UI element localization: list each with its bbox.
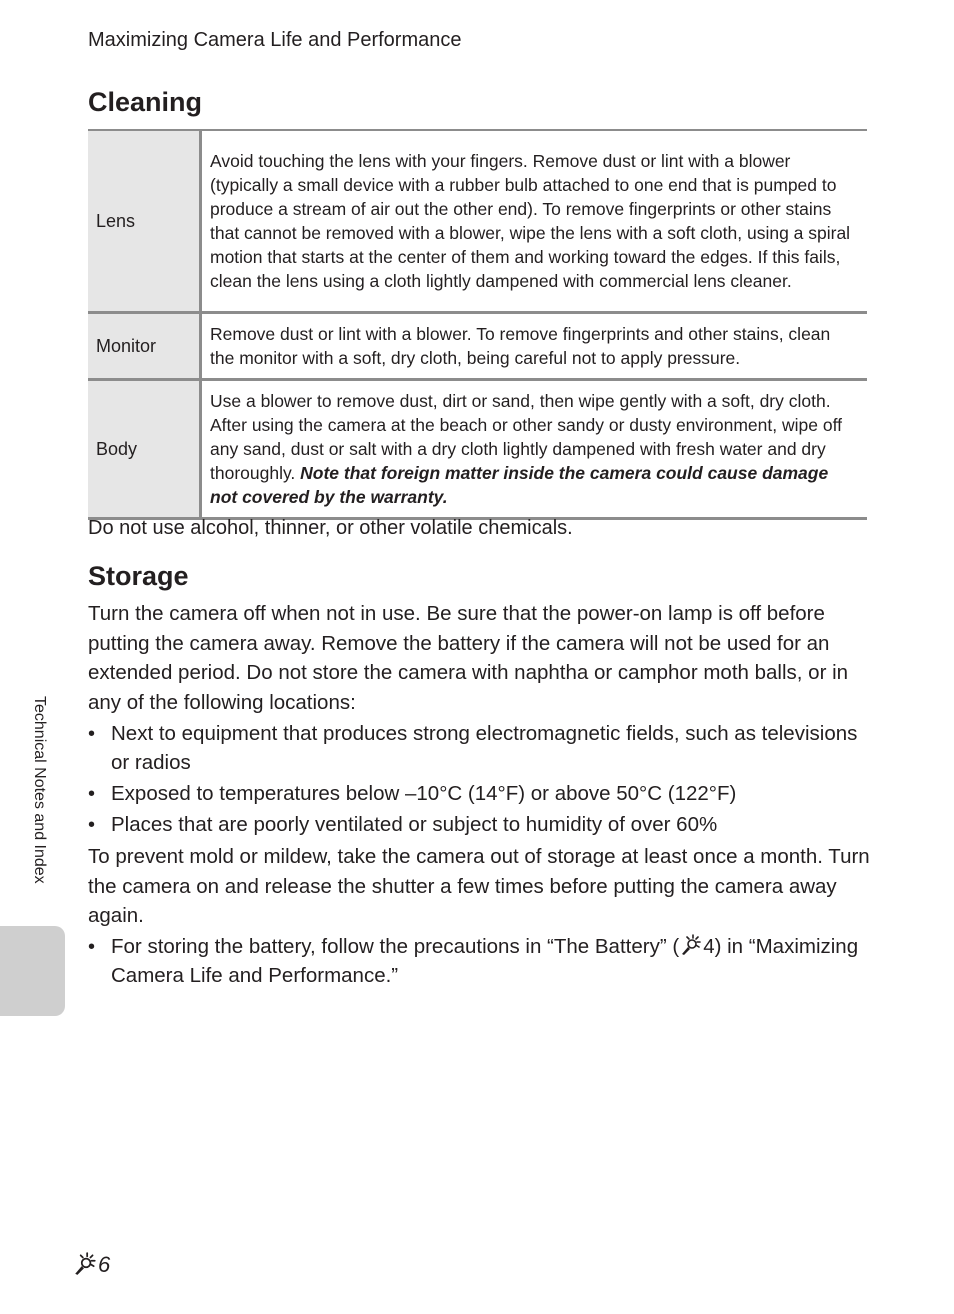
cleaning-table bbox=[88, 129, 867, 520]
warranty-warning: Note that foreign matter inside the camera could cause damage not covered by the warranty bbox=[210, 463, 829, 507]
battery-text-before: For storing the battery, follow the precautions in “The Battery” ( bbox=[111, 935, 680, 958]
storage-intro: Turn the camera off when not in use. Be sure that the power-on lamp is off before putting the camera away. Remove the battery if the camera will not be used for an extended period. Do not store the camera with naphtha or camphor moth balls, or in any of the following locations: bbox=[88, 602, 849, 714]
page-number bbox=[72, 1251, 110, 1279]
mold-paragraph: To prevent mold or mildew, take the camera out of storage at least once a month. Turn the camera on and release the shutter a few times before putting the camera away again. bbox=[88, 845, 870, 927]
list-item bbox=[88, 720, 874, 777]
battery-page-ref[interactable]: 4 bbox=[703, 935, 715, 958]
section-tab bbox=[0, 926, 65, 1016]
storage-heading: Storage bbox=[88, 561, 189, 591]
row-text-monitor: Remove dust or lint with a blower. To remove fingerprints and other stains, clean the monitor with a soft, dry cloth, being careful not to apply pressure. bbox=[201, 313, 868, 380]
list-item bbox=[88, 780, 874, 809]
table-row bbox=[88, 313, 867, 380]
bullet-icon: • bbox=[88, 782, 96, 805]
technical-notes-reference-icon bbox=[679, 933, 703, 957]
technical-notes-reference-icon bbox=[72, 1251, 98, 1277]
list-item bbox=[88, 933, 874, 990]
list-item-text: Exposed to temperatures below –10°C (14°F) or above 50°C (122°F) bbox=[111, 781, 737, 805]
bullet-icon: • bbox=[88, 936, 96, 958]
list-item-text: Next to equipment that produces strong electromagnetic fields, such as televisions or radios bbox=[111, 722, 858, 774]
battery-list bbox=[88, 933, 874, 993]
body-text: Use a blower to remove dust, dirt or sand, then wipe gently with a soft, dry cloth. After using the camera at the beach or other sandy or dusty environment, wipe off any sand, dust or salt with a dry cloth lightly dampened with fresh water and dry thoroughly. bbox=[210, 391, 842, 483]
list-item bbox=[88, 811, 874, 840]
running-header: Maximizing Camera Life and Performance bbox=[88, 29, 462, 51]
cleaning-heading: Cleaning bbox=[88, 87, 203, 117]
bullet-icon: • bbox=[88, 813, 96, 836]
list-item-text: Places that are poorly ventilated or subject to humidity of over 60% bbox=[111, 812, 718, 836]
row-label-monitor: Monitor bbox=[88, 313, 201, 380]
row-label-lens: Lens bbox=[88, 130, 201, 313]
table-row bbox=[88, 380, 867, 519]
table-row bbox=[88, 130, 867, 313]
page-number-value: 6 bbox=[98, 1252, 111, 1277]
battery-text-after: ) in “Maximizing Camera Life and Performance.” bbox=[111, 935, 859, 987]
warranty-warning-end: . bbox=[442, 487, 448, 507]
row-text-lens: Avoid touching the lens with your fingers. Remove dust or lint with a blower (typically a small device with a rubber bulb attached to one end that is pumped to produce a stream of air out the other end). To remove fingerprints or other stains that cannot be removed with a blower, wipe the lens with a soft cloth, using a spiral motion that starts at the center of them and working toward the edges. If this fails, clean the lens using a cloth lightly dampened with commercial lens cleaner. bbox=[201, 130, 868, 313]
section-tab-label: Technical Notes and Index bbox=[31, 696, 48, 884]
row-label-body: Body bbox=[88, 380, 201, 519]
storage-location-list bbox=[88, 720, 874, 842]
row-text-body bbox=[201, 380, 868, 519]
bullet-icon: • bbox=[88, 723, 96, 745]
chemicals-note: Do not use alcohol, thinner, or other volatile chemicals. bbox=[88, 517, 573, 539]
